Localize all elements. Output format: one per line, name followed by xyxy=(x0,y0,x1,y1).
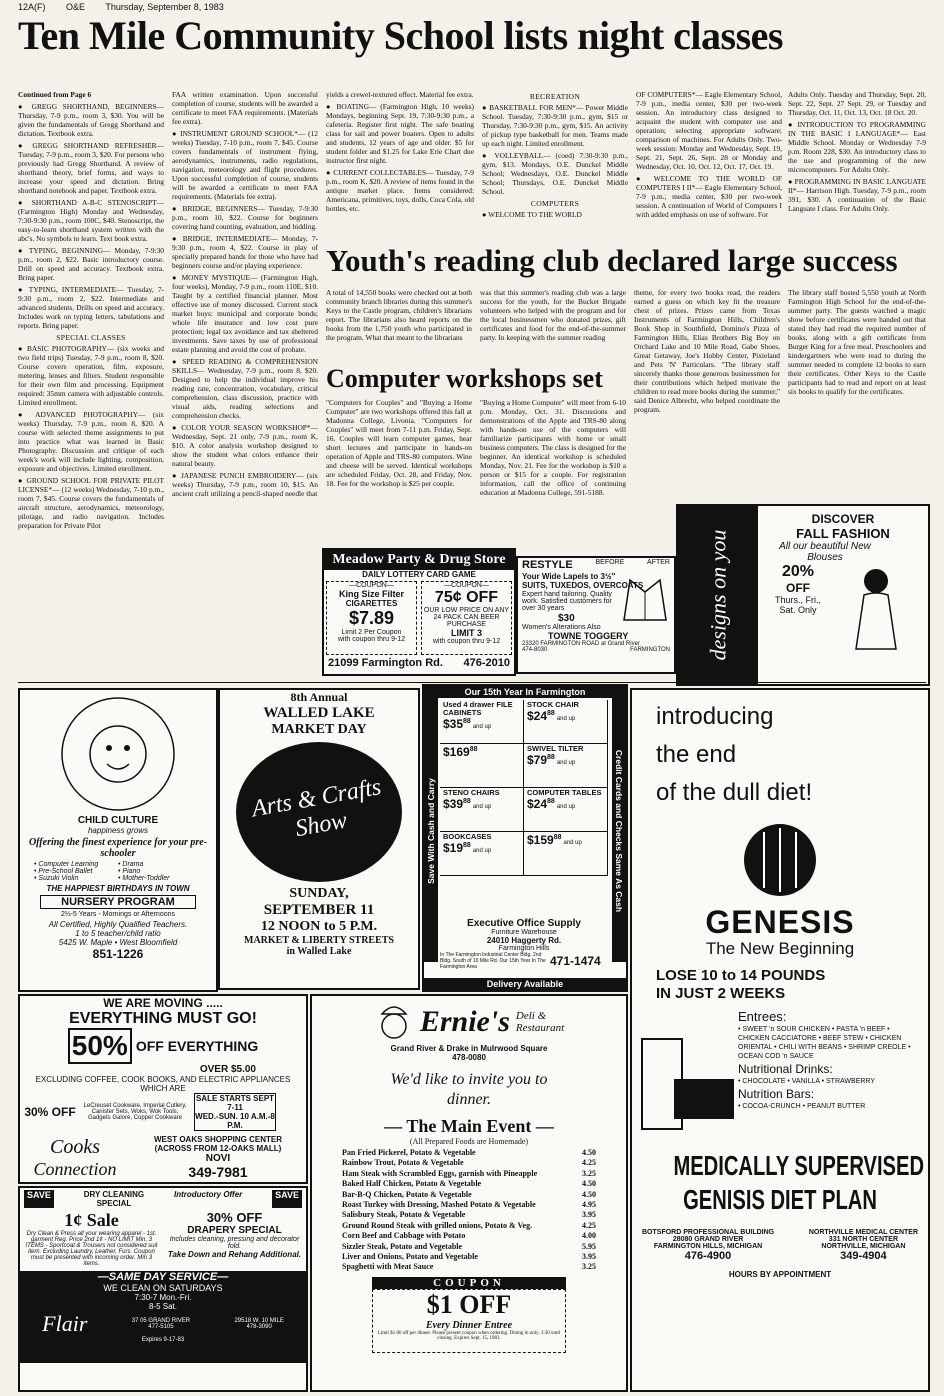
genesis-lose: LOSE 10 to 14 POUNDS xyxy=(656,967,826,984)
fifty-pct: 50% xyxy=(68,1028,132,1064)
menu-item xyxy=(342,1148,596,1158)
product-illustration xyxy=(638,1009,738,1139)
issue-date: Thursday, September 8, 1983 xyxy=(105,2,224,12)
menu-item xyxy=(342,1158,596,1168)
flair-expiry: Expires 9-17-83 xyxy=(141,1337,185,1343)
program-item: • Drama xyxy=(118,861,144,868)
cooks-brands: LeCreuset Cookware, Imperial Cutlery, Canister Sets, Woks, Wok Tools, Gadgets Galore, Copper Cookware xyxy=(83,1103,187,1121)
office-item-cents: 88 xyxy=(553,834,562,841)
class-entry: ● BRIDGE, INTERMEDIATE— Monday, 7-9:30 p.m., room 4, $22. Course in play of specially prepared hands for those who have had beginners course and/or playing experience. xyxy=(172,234,318,270)
main-headline: Ten Mile Community School lists night classes xyxy=(18,13,783,58)
paper-name: O&E xyxy=(66,2,86,12)
homemade-note: (All Prepared Foods are Homemade) xyxy=(409,1137,529,1146)
section-heading: COMPUTERS xyxy=(530,199,580,208)
genesis-weeks: IN JUST 2 WEEKS xyxy=(656,985,786,1002)
office-items xyxy=(440,700,608,876)
beer-coupon[interactable] xyxy=(421,581,512,655)
loc1-phone: 476-4900 xyxy=(684,1250,732,1262)
designs-logo-panel xyxy=(678,506,758,684)
cooks-mall: WEST OAKS SHOPPING CENTER xyxy=(153,1135,282,1144)
menu-item-price: 4.50 xyxy=(582,1179,596,1189)
walled-place: MARKET & LIBERTY STREETS xyxy=(244,935,394,946)
youth-col-2: was that this summer's reading club was a large success for the youth, for the Bucket Brigade volunteers who helped with the program and for the local businessmen who donated prizes, gift certificates and food for the end-of-the-summer party. In keeping with the summer reading xyxy=(480,288,626,342)
cooks-connection-ad xyxy=(18,994,308,1184)
genesis-ad xyxy=(630,688,930,1392)
walled-day: SUNDAY, xyxy=(289,886,349,901)
flair-logo: Flair xyxy=(42,1311,88,1336)
class-entry: yields a crewel-textured effect. Material fee extra. xyxy=(326,90,474,99)
menu-item xyxy=(342,1200,596,1210)
menu-item-name: Corn Beef and Cabbage with Potato xyxy=(342,1231,466,1241)
menu-item-name: Spaghetti with Meat Sauce xyxy=(342,1262,434,1272)
youth-col-4: The library staff hosted 5,550 youth at North Farmington High School for the end-of-the-summer party. The guests watched a magic show before certificates were handed out that stated they had read the required number of books, along with a gift certificate from Burger King for a free meal. Preschoolers and kindergartners who were read to during the summer needed to complete 12 books to earn their certificates. Other Keys to the Castle participants had to read and report on at least six books to qualify for the certificates. xyxy=(788,288,926,396)
class-entry: FAA written examination. Upon successful completion of course, students will be awarded a certificate to meet FAA requirements. (Materials fee extra). xyxy=(172,90,318,126)
coupon-price: $7.89 xyxy=(348,608,395,628)
program-item: • Pre-School Ballet xyxy=(34,868,93,875)
loc2-city: NORTHVILLE, MICHIGAN xyxy=(821,1243,906,1250)
restyle-title: RESTYLE xyxy=(522,559,573,571)
drapery-special: DRAPERY SPECIAL xyxy=(187,1225,282,1236)
menu-item xyxy=(342,1262,596,1272)
class-entry: ● WELCOME TO THE WORLD OF COMPUTERS I II*— Eagle Elementary School, 7-9 p.m., media center, $30 per two-week session. A continuation of World of Computers I with added emphasis on use of software. For xyxy=(636,174,782,219)
class-entry: ● PROGRAMMING IN BASIC LANGUATE II*— Harrison High. Tuesday, 7-9 p.m., room 391, $30. A continuation of the Basic Languate I class. For Adults Only. xyxy=(788,177,926,213)
dry-special: SPECIAL xyxy=(96,1199,132,1208)
walled-in: in Walled Lake xyxy=(286,946,352,957)
drink-list: • CHOCOLATE • VANILLA • STRAWBERRY xyxy=(738,1078,876,1085)
meadow-party-ad xyxy=(322,548,516,676)
ernies-deli: Deli & xyxy=(515,1010,547,1022)
office-item-unit: and up xyxy=(556,804,576,810)
office-item xyxy=(440,832,524,876)
nursery-program: NURSERY PROGRAM xyxy=(40,895,196,909)
office-item-name: STOCK CHAIR xyxy=(527,700,579,709)
menu-item xyxy=(342,1179,596,1189)
office-item-price: $19 xyxy=(443,841,464,855)
genesis-line3: of the dull diet! xyxy=(656,779,813,806)
class-entry: ● GROUND SCHOOL FOR PRIVATE PILOT LICENSE*— (12 weeks) Wednesday, 7-10 p.m., room 7, $45. Course covers the fundamentals of aircraft structure, aerodynamics, meteorology, pilotage, and radio navigation. Includes preparation for Private Pilot xyxy=(18,476,164,530)
same-day: —SAME DAY SERVICE— xyxy=(97,1271,229,1283)
menu-item-price: 3.95 xyxy=(582,1210,596,1220)
market-day: MARKET DAY xyxy=(271,722,367,737)
flair-phone-2: 478-3090 xyxy=(246,1324,272,1330)
class-entry: ● GREGG SHORTHAND REFRESHER— Tuesday, 7-9 p.m., room 3, $20. For persons who previously had Gregg Shorthand. A review of shorthand theory, brief forms, and ways to increase your speed and dictation. Bring shorthand notebook and paper. Textbook extra. xyxy=(18,141,164,195)
office-item-price: $24 xyxy=(527,797,548,811)
genesis-line2: the end xyxy=(656,741,737,768)
office-item-cents: 88 xyxy=(547,798,555,805)
cooks-logo-2: Connection xyxy=(33,1158,117,1179)
save-left: SAVE xyxy=(24,1190,54,1208)
meadow-address: 21099 Farmington Rd. xyxy=(328,657,443,669)
diet-plan: GENISIS DIET PLAN xyxy=(683,1184,877,1215)
flair-ad xyxy=(18,1186,308,1392)
office-item-cents: 88 xyxy=(463,842,471,849)
coupon-item: King Size Filter xyxy=(338,589,404,599)
restyle-line3: Expert hand tailoring. Quality work. Satisfied customers for over 30 years xyxy=(522,591,612,612)
class-entry: ● VOLLEYBALL— (coed) 7:30-9:30 p.m., gym, $13. Mondays, O.E. Dunckel Middle School; Wednesdays, O.E. Dunckel Middle School; Thursdays, O.E. Dunckel Middle School. xyxy=(482,151,628,196)
drapery-includes: Includes cleaning, pressing and decorator fold. xyxy=(169,1236,300,1250)
menu-item-price: 3.95 xyxy=(582,1252,596,1262)
restyle-phone: 474-8030 xyxy=(522,647,548,653)
restyle-city: FARMINGTON xyxy=(630,647,670,653)
ernies-phone: 478-0080 xyxy=(452,1053,486,1062)
genesis-sub: The New Beginning xyxy=(705,939,855,958)
child-ratio: 1 to 5 teacher/child ratio xyxy=(75,929,161,938)
office-addr: 24010 Haggerty Rd. xyxy=(486,936,562,945)
child-culture-logo xyxy=(53,694,183,814)
save-right: SAVE xyxy=(272,1190,302,1208)
coupon-expiry: with coupon thru 9-12 xyxy=(432,638,501,645)
dry-cleaning: DRY CLEANING xyxy=(83,1190,145,1199)
program-item: • Piano xyxy=(118,868,141,875)
nutrition-drinks-label: Nutritional Drinks: xyxy=(738,1062,833,1076)
class-entry: ● BRIDGE, BEGINNERS— Tuesday, 7-9:30 p.m., room 10, $22. Course for beginners covering hand counting, evaluation, and bidding. xyxy=(172,204,318,231)
ernies-menu xyxy=(312,1146,626,1273)
coupon-expiry: with coupon thru 9-12 xyxy=(337,636,406,643)
class-entry: ● COLOR YOUR SEASON WORKSHOP*— Wednesday, Sept. 21 only, 7-9 p.m., room K, $10. A color analysis workshop designed to show the student what colors enhance their natural beauty. xyxy=(172,423,318,468)
walled-lake-title: WALLED LAKE xyxy=(263,705,375,721)
office-item-cents: 88 xyxy=(547,710,555,717)
birthday-line: THE HAPPIEST BIRTHDAYS IN TOWN xyxy=(46,884,190,893)
class-entry: ● SHORTHAND A-B-C STENOSCRIPT— (Farmington High) Monday and Wednesday, 7:30-9:30 p.m., room 100C, $40. Stenoscript, the easy-to-learn shorthand system written with the abc's. No symbols to learn. Text book extra. xyxy=(18,198,164,243)
drapery-take: Take Down and Rehang Additional. xyxy=(167,1250,302,1259)
youth-col-3: theme, for every two books read, the readers earned a guess on which key fit the treasure chest of prizes. Prizes came from Texas Instruments of Farmington Hills, Children's Book Shop in Southfield, Domino's Pizza of Farmington Hills, Elias Brothers Big Boy on Orchard Lake and 10 Mile Road, Gabe Shoes, Great Getaway, Joe's Hobby Center, Pixieland and Pets 'N' Particulars. "The library staff sincerely thanks those generous businessmen for their contributions which helped motivate the children to read more books during the summer," said Denice Albrecht, who helped coordinate the program. xyxy=(634,288,780,414)
coupon-limit: Limit 2 Per Coupon xyxy=(341,629,402,636)
youth-headline: Youth's reading club declared large success xyxy=(326,243,898,278)
menu-item-name: Baked Half Chicken, Potato & Vegetable xyxy=(342,1179,482,1189)
class-column-6 xyxy=(788,90,926,240)
office-item-cents: 88 xyxy=(463,718,471,725)
office-item-name: COMPUTER TABLES xyxy=(527,788,602,797)
coupon-off: 75¢ OFF xyxy=(434,589,499,606)
coupon-limit: LIMIT 3 xyxy=(451,628,482,638)
program-item: • Mother-Toddler xyxy=(118,875,170,882)
menu-item xyxy=(342,1210,596,1220)
office-item xyxy=(440,744,524,788)
cooks-exclusion: EXCLUDING COFFEE, COOK BOOKS, AND ELECTRIC APPLIANCES WHICH ARE xyxy=(35,1075,291,1093)
after-label: AFTER xyxy=(647,559,670,566)
menu-item xyxy=(342,1242,596,1252)
office-left-text: Save With Cash and Carry xyxy=(426,778,436,884)
flair-address-2: 29518 W. 10 MILE xyxy=(234,1318,284,1324)
off-everything: OFF EVERYTHING xyxy=(135,1038,259,1054)
walled-time: 12 NOON to 5 P.M. xyxy=(260,919,378,934)
office-item-cents: 88 xyxy=(547,754,555,761)
class-column-1 xyxy=(18,90,164,668)
entree-list: • SWEET 'n SOUR CHICKEN • PASTA 'n BEEF • CHICKEN CACCIATORE • BEEF STEW • CHICKEN ORIENTAL • CHILI WITH BEANS • SHRIMP CREOLE • OCEAN COD 'n SAUCE xyxy=(738,1026,911,1060)
section-heading: SPECIAL CLASSES xyxy=(56,333,126,342)
office-item-name: BOOKCASES xyxy=(443,832,492,841)
office-top-banner: Our 15th Year In Farmington xyxy=(424,686,626,698)
menu-item-name: Pan Fried Pickerel, Potato & Vegetable xyxy=(342,1148,476,1157)
class-entry: ● ADVANCED PHOTOGRAPHY— (six weeks) Thursday, 7-9 p.m., room 8, $20. A course with selected theme assignments to put into practice what was learned in Basic Photography. Discussion and critique of each week's work will include lighting, composition, exposure and objectives. Limited enrollment. xyxy=(18,410,164,473)
office-item xyxy=(440,788,524,832)
computer-col-1: "Computers for Couples" and "Buying a Home Computer" are two workshops offered this fall at Madonna College, Livonia. "Computers for Couples" will meet from 7-11 p.m. Friday, Sept. 16. Couples will learn computer games, hear short lectures and participate in hands-on operation of Apple and TRS-80 computers. Wine and cheese will be served. Identical workshops are scheduled Friday, Oct. 28, and Friday, Nov. 18. Fee for the workshop is $25 per couple. xyxy=(326,398,472,488)
class-entry: ● TYPING, BEGINNING— Monday, 7-9:30 p.m., room 2, $22. Basic introductory course. Drill on speed and accuracy. Textbook extra. Bring paper. xyxy=(18,246,164,282)
sale-starts: SALE STARTS SEPT 7-11 xyxy=(195,1094,275,1112)
ernies-name: Ernie's xyxy=(419,1005,510,1038)
cooks-across: (ACROSS FROM 12-OAKS MALL) xyxy=(154,1144,282,1153)
menu-item-name: Ham Steak with Scrambled Eggs, garnish with Pineapple xyxy=(342,1168,538,1178)
class-entry: Adults Only. Tuesday and Thursday, Sept. 20, Sept. 22, Sept. 27 Sept. 29, or Tuesday and Thursday, Oct. 11, Oct. 13, Oct. 18 Oct. 20. xyxy=(788,90,926,117)
office-item xyxy=(524,788,608,832)
child-certified: All Certified, Highly Qualified Teachers. xyxy=(48,920,188,929)
office-phone: 471-1474 xyxy=(550,954,601,968)
child-offer: Offering the finest experience for your pre-schooler xyxy=(28,837,208,859)
genesis-logo: GENESIS xyxy=(705,904,855,940)
page-number: 12A(F) xyxy=(18,2,46,12)
class-entry: OF COMPUTERS*— Eagle Elementary School, 7-9 p.m., media center, $30 per two-week session. An introductory class designed to acquaint the student with computer use and operation; selecting appropriate software; comparison of machines. For Adults Only. Two-week session: Monday and Wednesday, Sept. 19, Sept. 21, Sept. 26, Sept. 28 or Monday and Wednesday, Oct. 10, Oct. 12, Oct. 17, Oct. 19. xyxy=(636,90,782,171)
every-entree: Every Dinner Entree xyxy=(425,1319,513,1331)
discount-days: Thurs., Fri., Sat. Only xyxy=(774,595,821,615)
class-entry: ● MONEY MYSTIQUE— (Farmington High, four weeks), Monday, 7-9 p.m., room 110E, $10. Taught by a certified financial planner. Most effective use of money discussed. Current stock market buys: municipal and corporate bonds; whole life insurance and low cost pure protection; legal tax avoidance and tax sheltered investments. Save taxes by use of professional estate planning and avoid the cost of probate. xyxy=(172,273,318,354)
office-item-unit: and up xyxy=(472,724,492,730)
loc1-address: 28080 GRAND RIVER xyxy=(672,1236,744,1243)
class-entry: ● TYPING, INTERMEDIATE— Tuesday, 7-9:30 p.m., room 2, $22. Intermediate and advanced students. Drills on speed and accuracy. Includes work on typing letters, tabulations and reports. Bring paper. xyxy=(18,285,164,330)
sale-hours: WED.-SUN. 10 A.M.-8 P.M. xyxy=(195,1112,275,1130)
class-entry: ● INTRODUCTION TO PROGRAMMING IN THE BASIC I LANGUAGE*— East Middle School. Monday or Wednesday 7-9 p.m. Room 228, $30. An introductory class to the use and programming of the new microcomputers. For Adults Only. xyxy=(788,120,926,174)
one-cent-sale: 1¢ Sale xyxy=(64,1210,119,1230)
office-item-unit: and up xyxy=(563,840,582,846)
suit-icon xyxy=(622,574,668,622)
program-list xyxy=(20,861,216,882)
class-entry: ● WELCOME TO THE WORLD xyxy=(482,210,582,219)
menu-item-price: 3.25 xyxy=(582,1262,596,1272)
office-item-cents: 88 xyxy=(469,746,478,753)
hours-weekday: 7:30-7 Mon.-Fri. xyxy=(134,1293,192,1302)
discount-off: OFF xyxy=(786,581,810,595)
office-item-price: $39 xyxy=(443,797,464,811)
office-sub: Furniture Warehouse xyxy=(491,929,557,936)
class-entry: ● BASKETBALL FOR MEN*— Power Middle School. Tuesday, 7:30-9:30 p.m., gym, $15 or Thursday, 7:30-9:30 p.m., gym, $15. An activity of pickup type basketball for men. Teams made up each night. Limited enrollment. xyxy=(482,103,628,148)
arts-crafts-graphic xyxy=(236,742,402,882)
woman-illustration xyxy=(838,563,914,653)
intro-offer: Introductory Offer xyxy=(173,1190,243,1199)
office-item-price: $159 xyxy=(527,833,554,847)
discover-text: DISCOVER xyxy=(811,512,875,526)
menu-item xyxy=(342,1231,596,1241)
menu-item xyxy=(342,1190,596,1200)
restyle-store: TOWNE TOGGERY xyxy=(548,631,629,641)
class-column-2 xyxy=(172,90,318,668)
coupon-desc: OUR LOW PRICE ON ANY 24 PACK CAN BEER PURCHASE xyxy=(423,607,510,628)
office-item-unit: and up xyxy=(556,716,576,722)
class-entry: ● JAPANESE PUNCH EMBROIDERY— (six weeks) Thursday, 7-9 p.m., room 10, $15. An ancient craft utilizing a pencil-shaped needle that xyxy=(172,471,318,498)
everything-must-go: EVERYTHING MUST GO! xyxy=(69,1010,257,1027)
restyle-line2: SUITS, TUXEDOS, OVERCOATS xyxy=(522,581,644,590)
office-item-name: STENO CHAIRS xyxy=(443,788,500,797)
menu-item-name: Sizzler Steak, Potato and Vegetable xyxy=(342,1241,463,1251)
office-item-price: $24 xyxy=(527,709,548,723)
cooks-logo-1: Cooks xyxy=(50,1135,100,1158)
office-note: In The Farmington Industrial Center Bldg. 2nd Bldg. South of 10 Mile Rd. Our 15th Year In The Farmington Area xyxy=(440,952,546,970)
restyle-line1: Your Wide Lapels to 3½" xyxy=(522,572,616,581)
medically-supervised: MEDICALLY SUPERVISED xyxy=(673,1150,925,1181)
coupon-banner: COUPON xyxy=(372,1277,566,1289)
child-motto: happiness grows xyxy=(87,826,149,835)
entrees-label: Entrees: xyxy=(738,1009,787,1024)
office-item-cents: 88 xyxy=(463,798,471,805)
dollar-off: $1 OFF xyxy=(426,1289,512,1319)
program-item: • Suzuki Violin xyxy=(34,875,79,882)
class-column-3 xyxy=(326,90,474,240)
meadow-phone: 476-2010 xyxy=(463,657,510,669)
office-item-unit: and up xyxy=(472,804,492,810)
class-entry: ● BOATING— (Farmington High, 10 weeks) Mondays, beginning Sept. 19, 7:30-9:30 p.m., a cafeteria. Register first night. The safe boating class for sail and power boaters. Open to adults and students, 12 years of age and older. $5 for student folder and $1.25 for Lake Erie Chart due instructor first night. xyxy=(326,102,474,165)
restyle-price: $30 xyxy=(558,613,575,624)
genesis-emblem-icon xyxy=(740,820,820,900)
hours-saturday: 8-5 Sat. xyxy=(148,1302,177,1311)
class-entry: ● INSTRUMENT GROUND SCHOOL*— (12 weeks) Tuesday, 7-10 p.m., room 7, $45. Course covers fundamentals of instrument flying, aerodynamics, instruments, radio regulations, navigation, meteorology and flight procedures. Upon successful completion of course, students will be awarded a certificate to meet FAA requirements. (Materials fee extra). xyxy=(172,129,318,201)
class-entry: ● BASIC PHOTOGRAPHY— (six weeks and two field trips) Tuesday, 7-9 p.m., room 8, $20. Course covers operation, film, exposure, metering, lenses and filters. Student responsible for their own film and processing. Equipment required: 35mm camera with adjustable controls. Limited enrollment. xyxy=(18,344,164,407)
clean-saturdays: WE CLEAN ON SATURDAYS xyxy=(103,1283,223,1293)
office-item-price: $169 xyxy=(443,745,470,759)
restyle-women: Women's Alterations Also xyxy=(522,624,601,631)
drapery-thirty: 30% OFF xyxy=(206,1210,263,1225)
coupon-item-b: CIGARETTES xyxy=(345,599,398,608)
before-label: BEFORE xyxy=(595,559,625,566)
ernies-invite: We'd like to invite you to dinner. xyxy=(390,1071,548,1108)
coupon-label: —COUPON— xyxy=(444,582,489,589)
designs-on-you-ad xyxy=(676,504,930,686)
menu-item-name: Roast Turkey with Dressing, Mashed Potato & Vegetable xyxy=(342,1200,536,1210)
menu-item-price: 4.00 xyxy=(582,1231,596,1241)
menu-item-price: 4.25 xyxy=(582,1220,596,1230)
menu-item xyxy=(342,1221,596,1231)
designs-logo: designs on you xyxy=(705,529,731,661)
blouses-text: All our beautiful New Blouses xyxy=(779,541,871,563)
class-entry: ● SPEED READING & COMPREHENSION SKILLS— Wednesday, 7-9 p.m., room 8, $20. Designed to help the individual improve his reading rate, concentration, vocabulary, critical comprehension, class discussion, practice with visual aids, reading selections and comprehension checks. xyxy=(172,357,318,420)
menu-item-name: Liver and Onions, Potato and Vegetable xyxy=(342,1252,478,1262)
over-five: OVER $5.00 xyxy=(199,1064,256,1075)
office-city: Farmington Hills xyxy=(498,945,550,952)
office-supply-ad xyxy=(422,684,628,992)
child-culture-ad xyxy=(18,688,218,992)
discount-pct: 20% xyxy=(781,563,815,580)
walled-lake-ad xyxy=(218,688,420,990)
ernies-ad xyxy=(310,994,628,1392)
computer-col-2: "Buying a Home Computer" will meet from 6-10 p.m. Monday, Oct. 31. Discussions and demonstrations of the Apple and TRS-80 along with hands-on use of the computers will familiarize participants with home or small business computers. The class is designed for the beginner. An identical workshop is scheduled Monday, Nov. 21. Fee for the workshop is $10 a person or $15 for a couple. For registration information, call the office of continuing education at Madonna College, 591-5188. xyxy=(480,398,626,497)
loc2-address: 331 NORTH CENTER xyxy=(828,1236,899,1243)
main-event: — The Main Event — xyxy=(384,1116,554,1136)
loc2-name: NORTHVILLE MEDICAL CENTER xyxy=(808,1229,918,1236)
class-entry: Continued from Page 6 xyxy=(18,90,92,99)
flair-address-1: 37 05 GRAND RIVER xyxy=(131,1318,191,1324)
cooks-phone: 349-7981 xyxy=(188,1164,248,1180)
office-name: Executive Office Supply xyxy=(467,918,581,929)
office-delivery: Delivery Available xyxy=(424,978,626,990)
restyle-ad xyxy=(516,556,676,674)
menu-item-price: 3.25 xyxy=(582,1168,596,1178)
chef-icon xyxy=(374,1000,414,1044)
child-phone: 851-1226 xyxy=(92,947,144,961)
dinner-coupon[interactable] xyxy=(372,1289,566,1353)
menu-item-price: 4.25 xyxy=(582,1158,596,1168)
genesis-line1: introducing xyxy=(656,703,774,730)
restyle-address: 23320 FARMINGTON ROAD at Grand River xyxy=(522,641,640,647)
menu-item-name: Rainbow Trout, Potato & Vegetable xyxy=(342,1158,464,1168)
child-logo-text: CHILD CULTURE xyxy=(77,815,159,826)
menu-item-price: 4.50 xyxy=(582,1189,596,1199)
walled-date: SEPTEMBER 11 xyxy=(263,902,375,918)
flair-phone-1: 477-5105 xyxy=(148,1324,174,1330)
meadow-store-name: Meadow Party & Drug Store xyxy=(324,550,514,570)
thirty-off: 30% OFF xyxy=(24,1105,76,1119)
class-entry: ● GREGG SHORTHAND, BEGINNERS— Thursday, 7-9 p.m., room 3, $30. You will be given the fundamentals of Gregg Shorthand and dictation. Textbook extra. xyxy=(18,102,164,138)
fall-fashion: FALL FASHION xyxy=(796,526,890,541)
office-item xyxy=(524,744,608,788)
office-item-price: $79 xyxy=(527,753,548,767)
office-item xyxy=(524,700,608,744)
office-item xyxy=(440,700,524,744)
office-right-text: Credit Cards and Checks Same As Cash xyxy=(614,749,624,913)
class-entry: ● CURRENT COLLECTABLES— Tuesday, 7-9 p.m., room K, $20. A review of items found in the antique market place. Items considered: Americana, primitives, toys, dolls, Coca Cola, old bottles, etc. xyxy=(326,168,474,213)
office-item-name: Used 4 drawer FILE CABINETS xyxy=(443,700,513,717)
loc1-name: BOTSFORD PROFESSIONAL BUILDING xyxy=(642,1229,775,1236)
menu-item xyxy=(342,1169,596,1179)
office-item xyxy=(524,832,608,876)
youth-col-1: A total of 14,550 books were checked out at both community branch libraries during this summer's Keys to the Castle program, children's librarians report. The librarians also heard reports on the books from the 1,750 youth who participated in the program. What that meant to the librarians xyxy=(326,288,472,342)
cooks-city: NOVI xyxy=(205,1153,231,1164)
program-item: • Computer Learning xyxy=(34,861,99,868)
menu-item-price: 4.95 xyxy=(582,1200,596,1210)
moving-text: WE ARE MOVING ..... xyxy=(103,996,223,1010)
nursery-ages: 2½-5 Years - Mornings or Afternoons xyxy=(60,911,175,918)
ernies-restaurant: Restaurant xyxy=(515,1022,565,1034)
nutrition-bars-label: Nutrition Bars: xyxy=(738,1087,815,1101)
coupon-fine-print: Limit $1.00 off per dinner. Please present coupon when ordering. Dining in only. 3:30 until closing. Expires Sept. 15, 1983. xyxy=(377,1330,561,1341)
annual-text: 8th Annual xyxy=(290,690,348,704)
office-item-name: SWIVEL TILTER xyxy=(527,744,584,753)
menu-item-name: Ground Round Steak with grilled onions, Potato & Veg. xyxy=(342,1220,533,1230)
computer-headline: Computer workshops set xyxy=(326,364,603,393)
menu-item-price: 5.95 xyxy=(582,1241,596,1251)
one-cent-desc: Dry Clean & Press all your wearing apparel - 1st. garment Reg. Price 2nd 1¢ - NO LIMIT Min. 3 ITEMS - Sportcoat & Trousers not considered suit item. Excluding Laundry, Leather, Furs. Coupon must be presented with incoming order. Min 3 items. xyxy=(25,1231,158,1267)
bar-list: • COCOA-CRUNCH • PEANUT BUTTER xyxy=(738,1103,866,1110)
arts-crafts-show: Arts & Crafts Show xyxy=(249,774,384,843)
child-address: 5425 W. Maple • West Bloomfield xyxy=(58,938,178,947)
office-item-price: $35 xyxy=(443,717,464,731)
cigarette-coupon[interactable] xyxy=(326,581,417,655)
page-header xyxy=(18,2,242,12)
office-item-unit: and up xyxy=(472,848,492,854)
menu-item-name: Bar-B-Q Chicken, Potato & Vegetable xyxy=(342,1189,472,1199)
loc2-phone: 349-4904 xyxy=(840,1250,887,1262)
lottery-text: DAILY LOTTERY CARD GAME xyxy=(362,570,476,579)
class-column-4 xyxy=(482,90,628,240)
menu-item-name: Salisbury Steak, Potato & Vegetable xyxy=(342,1210,466,1220)
menu-item-price: 4.50 xyxy=(582,1148,596,1157)
genesis-hours: HOURS BY APPOINTMENT xyxy=(728,1270,832,1279)
loc1-city: FARMINGTON HILLS, MICHIGAN xyxy=(653,1243,763,1250)
ernies-address: Grand River & Drake in Mulrwood Square xyxy=(390,1044,548,1053)
office-item-unit: and up xyxy=(556,760,576,766)
menu-item xyxy=(342,1252,596,1262)
coupon-label: —COUPON— xyxy=(349,582,394,589)
class-column-5 xyxy=(636,90,782,240)
section-heading: RECREATION xyxy=(529,92,581,101)
